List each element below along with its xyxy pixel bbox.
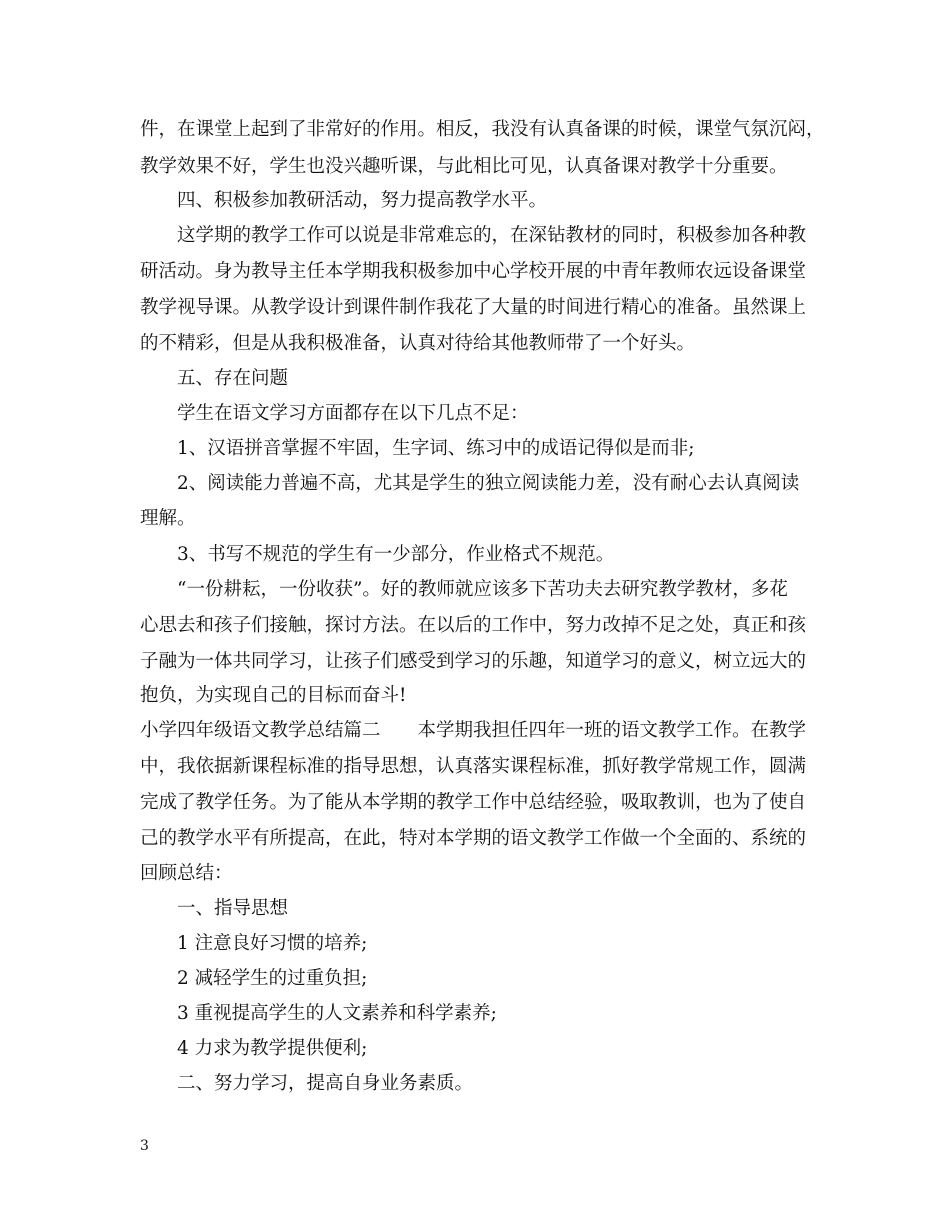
text-line: 回顾总结： (140, 863, 233, 884)
list-item: 4 力求为教学提供便利; (140, 1038, 368, 1059)
text-line: “一份耕耘，一份收获”。好的教师就应该多下苦功夫去研究教学教材，多花 (140, 579, 788, 600)
text-line: 中，我依据新课程标准的指导思想，认真落实课程标准，抓好教学常规工作，圆满 (140, 756, 807, 777)
text-line: 心思去和孩子们接触，探讨方法。在以后的工作中，努力改掉不足之处，真正和孩 (140, 615, 807, 636)
text-line: 完成了教学任务。为了能从本学期的教学工作中总结经验，吸取教训，也为了使自 (140, 792, 807, 813)
list-item: 2 减轻学生的过重负担; (140, 968, 368, 989)
text-line: 研活动。身为教导主任本学期我积极参加中心学校开展的中青年教师农远设备课堂 (140, 261, 807, 282)
list-item: 1 注意良好习惯的培养; (140, 933, 368, 954)
text-line: 抱负，为实现自己的目标而奋斗! (140, 685, 407, 706)
text-line: 学生在语文学习方面都存在以下几点不足： (140, 403, 529, 424)
text-line: 的不精彩，但是从我积极准备，认真对待给其他教师带了一个好头。 (140, 333, 696, 354)
text-line: 子融为一体共同学习，让孩子们感受到学习的乐趣，知道学习的意义，树立远大的 (140, 651, 807, 672)
section-heading: 四、积极参加教研活动，努力提高教学水平。 (140, 190, 548, 211)
text-line: 这学期的教学工作可以说是非常难忘的，在深钻教材的同时，积极参加各种教 (140, 225, 807, 246)
section-heading: 五、存在问题 (140, 368, 289, 389)
section-heading: 二、努力学习，提高自身业务素质。 (140, 1073, 474, 1094)
text-line: 件，在课堂上起到了非常好的作用。相反，我没有认真备课的时候，课堂气氛沉闷， (140, 119, 825, 140)
page-number: 3 (140, 1138, 149, 1154)
text-line: 理解。 (140, 508, 196, 529)
list-item: 1、汉语拼音掌握不牢固，生字词、练习中的成语记得似是而非; (140, 438, 695, 459)
list-item: 3 重视提高学生的人文素养和科学素养; (140, 1003, 497, 1024)
text-line: 教学视导课。从教学设计到课件制作我花了大量的时间进行精心的准备。虽然课上 (140, 297, 807, 318)
text-line: 教学效果不好，学生也没兴趣听课，与此相比可见，认真备课对教学十分重要。 (140, 156, 788, 177)
list-item: 3、书写不规范的学生有一少部分，作业格式不规范。 (140, 544, 615, 565)
text-line: 己的教学水平有所提高，在此，特对本学期的语文教学工作做一个全面的、系统的 (140, 828, 807, 849)
text-line: 小学四年级语文教学总结篇二 本学期我担任四年一班的语文教学工作。在教学 (140, 720, 807, 741)
list-item: 2、阅读能力普遍不高，尤其是学生的独立阅读能力差，没有耐心去认真阅读 (140, 473, 800, 494)
section-heading: 一、指导思想 (140, 898, 289, 919)
